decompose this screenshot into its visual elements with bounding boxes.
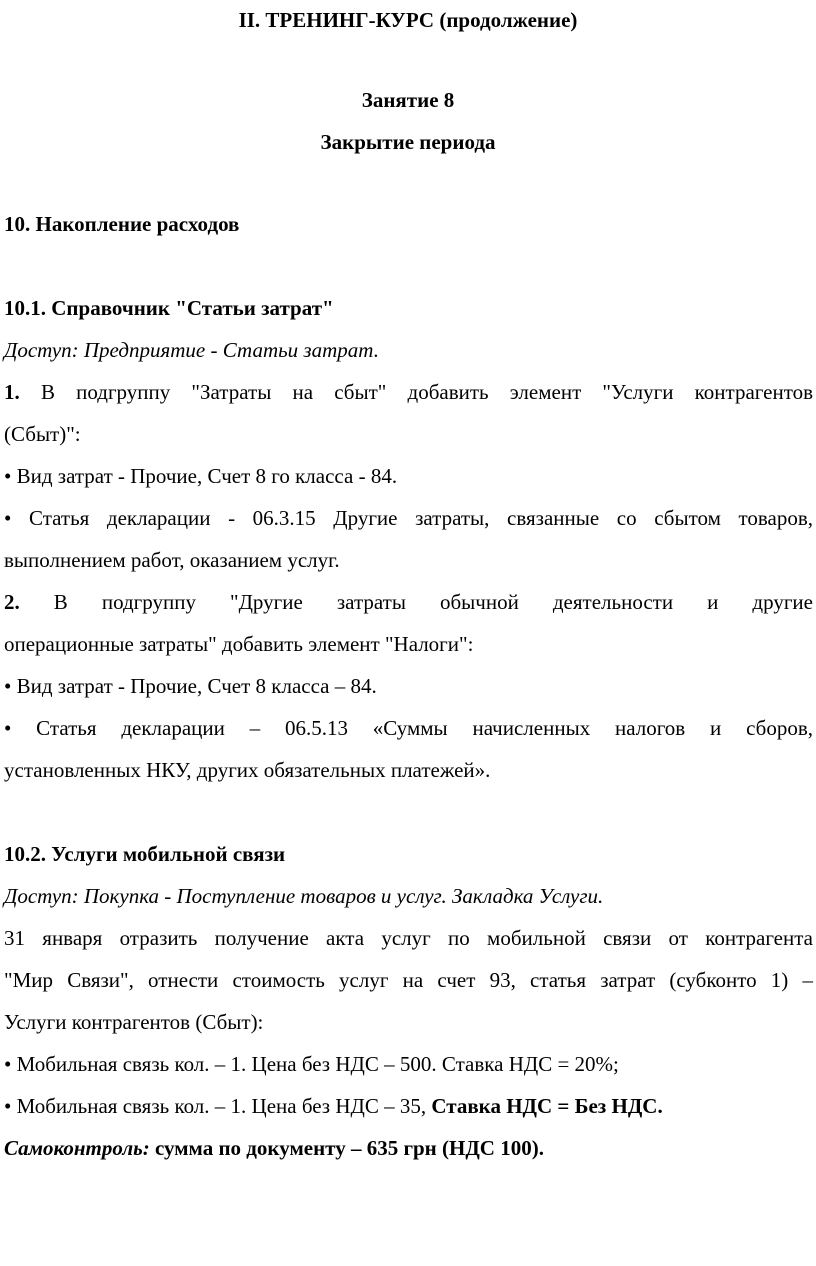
- lesson-number: Занятие 8: [361, 88, 455, 112]
- section-10-2-para-line-3: Услуги контрагентов (Сбыт):: [4, 1010, 264, 1034]
- section-10-title: 10. Накопление расходов: [4, 212, 240, 236]
- item-2-line-1: [4, 588, 813, 616]
- item-2-line-2: операционные затраты" добавить элемент "Налоги":: [4, 632, 474, 656]
- self-check-text: сумма по документу – 635 грн (НДС 100).: [149, 1136, 544, 1160]
- item-1-number: 1.: [4, 380, 20, 404]
- section-10-2-bullet-2: [4, 1092, 813, 1120]
- item-2-number: 2.: [4, 590, 20, 614]
- item-2-bullet-2-line-2: установленных НКУ, других обязательных платежей».: [4, 758, 491, 782]
- item-1-line-2: (Сбыт)":: [4, 422, 81, 446]
- item-1-text: В подгруппу "Затраты на сбыт" добавить элемент "Услуги контрагентов: [40, 380, 814, 404]
- bullet-2-text: • Мобильная связь кол. – 1. Цена без НДС – 35,: [4, 1094, 432, 1118]
- section-10-2-access: Доступ: Покупка - Поступление товаров и услуг. Закладка Услуги.: [4, 884, 604, 908]
- section-10-2-bullet-1: • Мобильная связь кол. – 1. Цена без НДС – 500. Ставка НДС = 20%;: [4, 1052, 619, 1076]
- item-1-bullet-2-line-1: • Статья декларации - 06.3.15 Другие затраты, связанные со сбытом товаров,: [4, 506, 813, 530]
- self-check: [4, 1134, 813, 1162]
- section-10-1-access: Доступ: Предприятие - Статьи затрат.: [4, 338, 379, 362]
- item-2-text: В подгруппу "Другие затраты обычной деятельности и другие: [53, 590, 813, 614]
- item-1-bullet-2-line-2: выполнением работ, оказанием услуг.: [4, 548, 340, 572]
- lesson-topic: Закрытие периода: [320, 130, 496, 154]
- section-10-2-para-line-2: "Мир Связи", отнести стоимость услуг на счет 93, статья затрат (субконто 1) –: [4, 968, 813, 992]
- section-10-1-title: 10.1. Справочник "Статьи затрат": [4, 296, 334, 320]
- bullet-2-vat-rate: Ставка НДС = Без НДС.: [431, 1094, 663, 1118]
- item-2-bullet-2-line-1: • Статья декларации – 06.5.13 «Суммы начисленных налогов и сборов,: [4, 716, 813, 740]
- section-10-2-para-line-1: 31 января отразить получение акта услуг по мобильной связи от контрагента: [4, 926, 813, 950]
- section-10-2-title: 10.2. Услуги мобильной связи: [4, 842, 286, 866]
- item-1-bullet-1: • Вид затрат - Прочие, Счет 8 го класса - 84.: [4, 464, 398, 488]
- item-1-line-1: [4, 378, 813, 406]
- item-2-bullet-1: • Вид затрат - Прочие, Счет 8 класса – 84.: [4, 674, 377, 698]
- self-check-label: Самоконтроль:: [4, 1136, 150, 1160]
- course-title: II. ТРЕНИНГ-КУРС (продолжение): [238, 8, 578, 32]
